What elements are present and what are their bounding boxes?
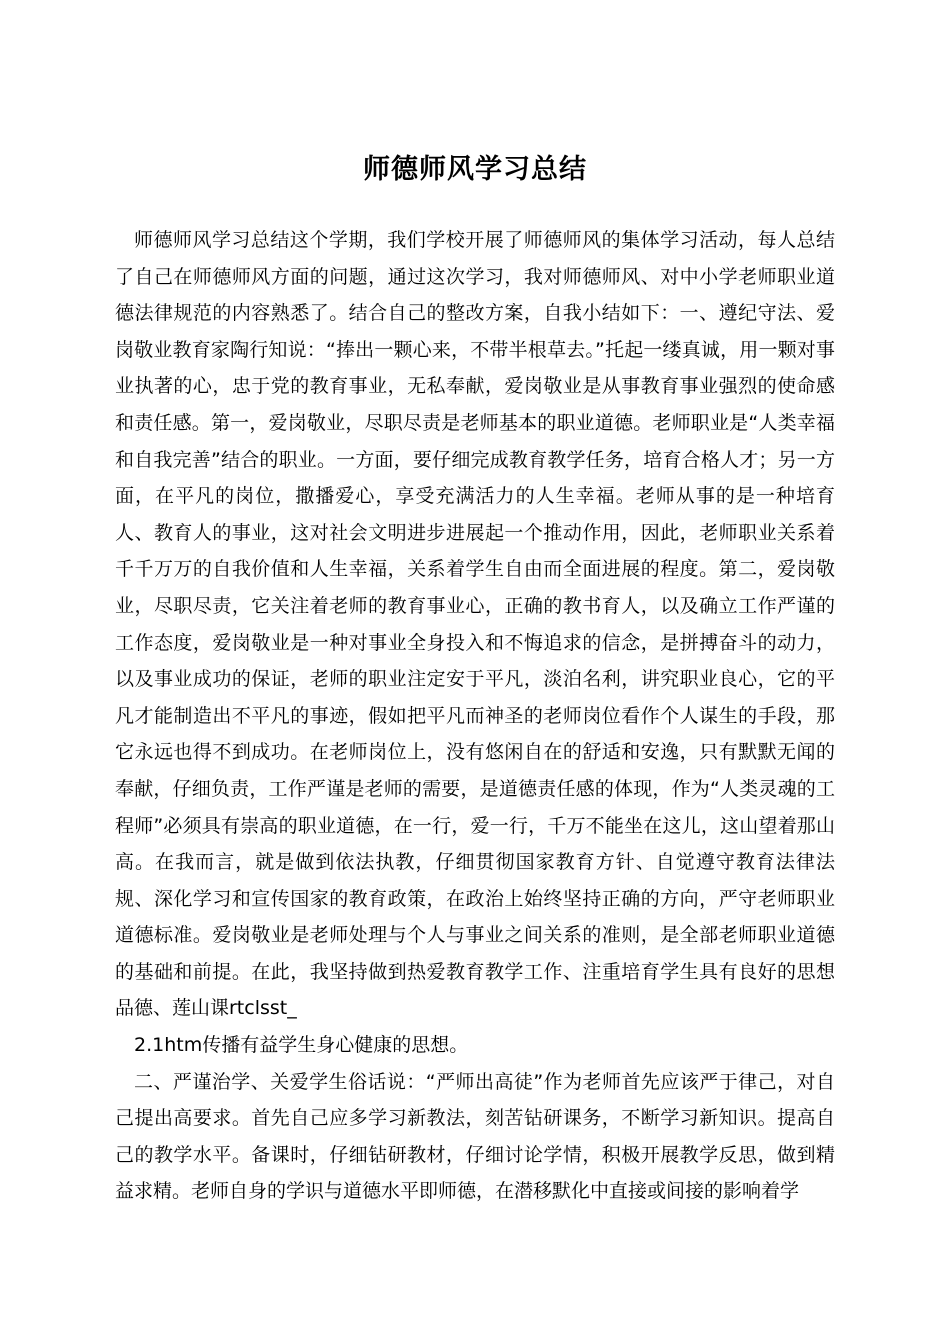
body-paragraph-1: 师德师风学习总结这个学期，我们学校开展了师德师风的集体学习活动，每人总结了自己在师德师风方面的问题，通过这次学习，我对师德师风、对中小学老师职业道德法律规范的内容熟悉了。结合自己的整改方案，自我小结如下：一、遵纪守法、爱岗敬业教育家陶行知说：“捧出一颗心来，不带半根草去。”托起一缕真诚，用一颗对事业执著的心，忠于党的教育事业，无私奉献，爱岗敬业是从事教育事业强烈的使命感和责任感。第一，爱岗敬业，尽职尽责是老师基本的职业道德。老师职业是“人类幸福和自我完善”结合的职业。一方面，要仔细完成教育教学任务，培育合格人才；另一方面，在平凡的岗位，撒播爱心，享受充满活力的人生幸福。老师从事的是一种培育人、教育人的事业，这对社会文明进步进展起一个推动作用，因此，老师职业关系着千千万万的自我价值和人生幸福，关系着学生自由而全面进展的程度。第二，爱岗敬业，尽职尽责，它关注着老师的教育事业心，正确的教书育人，以及确立工作严谨的工作态度，爱岗敬业是一种对事业全身投入和不悔追求的信念，是拼搏奋斗的动力，以及事业成功的保证，老师的职业注定安于平凡，淡泊名利，讲究职业良心，它的平凡才能制造出不平凡的事迹，假如把平凡而神圣的老师岗位看作个人谋生的手段，那它永远也得不到成功。在老师岗位上，没有悠闲自在的舒适和安逸，只有默默无闻的奉献，仔细负责，工作严谨是老师的需要，是道德责任感的体现，作为“人类灵魂的工程师”必须具有崇高的职业道德，在一行，爱一行，千万不能坐在这儿，这山望着那山高。在我而言，就是做到依法执教，仔细贯彻国家教育方针、自觉遵守教育法律法规、深化学习和宣传国家的教育政策，在政治上始终坚持正确的方向，严守老师职业道德标准。爱岗敬业是老师处理与个人与事业之间关系的准则，是全部老师职业道德的基础和前提。在此，我坚持做到热爱教育教学工作、注重培育学生具有良好的思想品德、莲山课rtclsst_ — [115, 229, 835, 1020]
body-paragraph-3: 二、严谨治学、关爱学生俗话说：“严师出高徒”作为老师首先应该严于律己，对自己提出高要求。首先自己应多学习新教法，刻苦钻研课务，不断学习新知识。提高自己的教学水平。备课时，仔细钻研教材，仔细讨论学情，积极开展教学反思，做到精益求精。老师自身的学识与道德水平即师德，在潜移默化中直接或间接的影响着学 — [115, 1070, 835, 1203]
document-title: 师德师风学习总结 — [363, 154, 587, 186]
document-body — [115, 222, 835, 1210]
body-paragraph-2: 2.1htm传播有益学生身心健康的思想。 — [134, 1034, 469, 1057]
